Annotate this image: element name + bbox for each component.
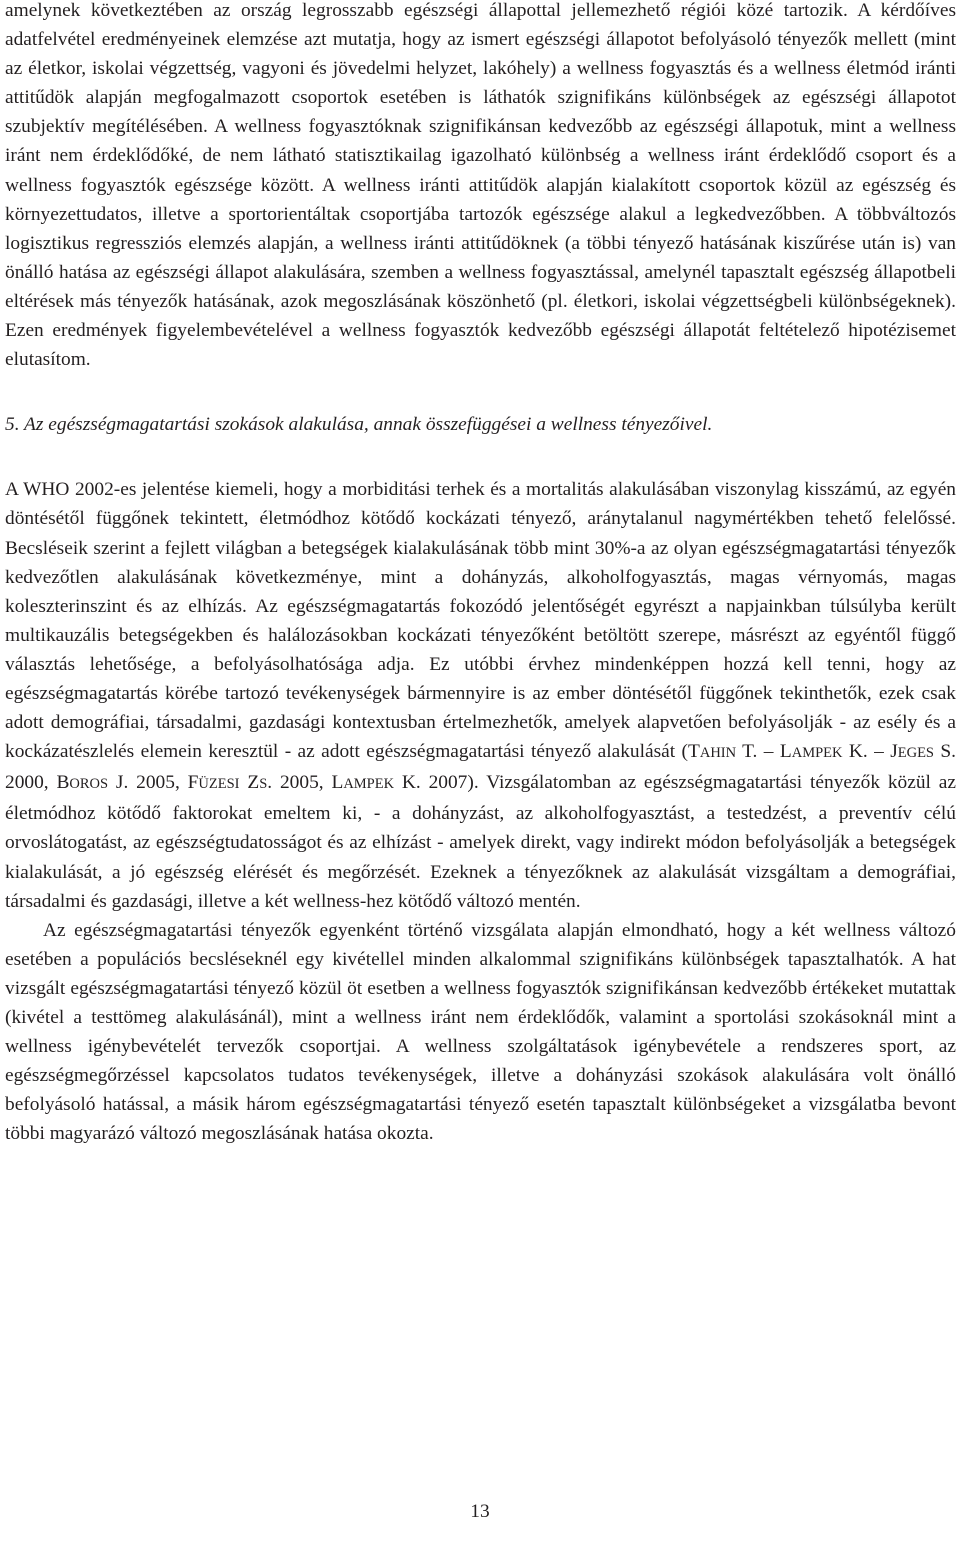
citation-tail: T. – (736, 741, 780, 763)
citation-small-caps: AHIN (699, 745, 737, 762)
paragraph-2-text-before-citations: A WHO 2002-es jelentése kiemeli, hogy a morbiditási terhek és a mortalitás alakulásában viszonylag kisszámú, az egyén döntésétől függőnek tekintett, életmódhoz kötődő kockázati tényező, aránytalanul nagymértékben tehető felelőssé. Becsléseik szerint a fejlett világban a betegségek kialakulásának több mint 30%-a az olyan egészségmagatartási tényezők kedvezőtlen alakulásának következménye, mint a dohányzás, alkoholfogyasztás, magas vérnyomás, magas koleszterinszint és az elhízás. Az egészségmagatartás fokozódó jelentőségét egyrészt a napjainkban túlsúlyba került multikauzális betegségekben és halálozásokban kockázati tényezőként betöltött szerepe, másrészt az egyéntől függő választás lehetősége, a befolyásolhatósága adja. Ez utóbbi érvhez mindenképpen hozzá kell tenni, hogy az egészségmagatartás körébe tartozó tevékenységek bármennyire is az ember döntésétől függőnek tekinthetők, ezek csak adott demográfiai, társadalmi, gazdasági kontextusban értelmezhetők, amelyek alapvetően befolyásolják - az esély és a kockázatészlelés elemein keresztül - az adott egészségmagatartási tényező alakulását ( (5, 479, 956, 763)
citation-initial: L (331, 772, 344, 794)
author-citation (688, 741, 780, 762)
citation-small-caps: AMPEK (791, 745, 843, 762)
citation-initial: J (890, 741, 898, 763)
citation-small-caps: OROS (69, 776, 109, 793)
citation-tail: J. 2005, (108, 772, 188, 794)
body-paragraph-2 (5, 475, 956, 915)
citation-initial: T (688, 741, 700, 763)
section-heading: 5. Az egészségmagatartási szokások alakulása, annak összefüggései a wellness tényezőivel. (5, 414, 713, 436)
citation-small-caps: S (259, 776, 268, 793)
author-citation (780, 741, 890, 762)
author-citation (331, 772, 486, 793)
author-citation (188, 772, 248, 793)
citation-tail: . 2005, (267, 772, 332, 794)
body-paragraph-1: amelynek következtében az ország legrosszabb egészségi állapottal jellemezhető régiói közé tartozik. A kérdőíves adatfelvétel eredményeinek elemzése azt mutatja, hogy az ismert egészségi állapotot befolyásoló tényezők mellett (mint az életkor, iskolai végzettség, vagyoni és jövedelmi helyzet, lakóhely) a wellness fogyasztás és a wellness életmód iránti attitűdök alapján megfogalmazott csoportok esetében is láthatók szignifikáns különbségek az egészségi állapotot szubjektív megítélésében. A wellness fogyasztóknak szignifikánsan kedvezőbb az egészségi állapotuk, mint a wellness iránt nem érdeklődőké, de nem látható statisztikailag igazolható különbség a wellness iránt érdeklődő csoport és a wellness fogyasztók egészsége között. A wellness iránti attitűdök alapján kialakított csoportok közül az egészség és környezettudatos, illetve a sportorientáltak csoportjába tartozók egészsége alakul a legkedvezőbben. A többváltozós logisztikus regressziós elemzés alapján, a wellness iránti attitűdöknek (a többi tényező hatásának kiszűrése után is) van önálló hatása az egészségi állapot alakulására, szemben a wellness fogyasztással, amelynél tapasztalt egészség állapotbeli eltérések más tényezők hatásának, azok megoszlásának köszönhető (pl. életkori, iskolai végzettségbeli különbségeknek). Ezen eredmények figyelembevételével a wellness fogyasztók kedvezőbb egészségi állapotát feltételező hipotézisemet elutasítom. (5, 0, 956, 371)
body-paragraph-3: Az egészségmagatartási tényezők egyenként történő vizsgálata alapján elmondható, hogy a két wellness változó esetében a populációs becsléseknél egy kivétellel minden alkalommal szignifikáns különbségek tapasztalhatók. A hat vizsgált egészségmagatartási tényező közül öt esetben a wellness fogyasztók szignifikánsan kedvezőbb értékeket mutattak (kivétel a testtömeg alakulásánál), mint a wellness iránt nem érdeklődők, valamint a sportolási szokásoknál mint a wellness igénybevételét tervezők csoportjai. A wellness szolgáltatások igénybevétele a rendszeres sport, az egészségmegőrzéssel kapcsolatos tudatos tevékenységek, illetve a dohányzási szokások alakulására volt önálló befolyásoló hatással, a másik három egészségmagatartási tényező esetén tapasztalt különbségeket a vizsgálatba bevont többi magyarázó változó megoszlásának hatása okozta. (5, 919, 956, 1145)
citation-initial: Z (247, 772, 260, 794)
citation-tail: S. 2000, (5, 741, 956, 794)
citation-initial: F (187, 772, 199, 794)
citation-small-caps: ÜZESI (198, 776, 240, 793)
author-citation (247, 772, 331, 793)
author-citation (56, 772, 187, 793)
citation-initial: B (56, 772, 70, 794)
citation-initial: L (779, 741, 792, 763)
citation-small-caps: AMPEK (343, 776, 395, 793)
document-page (5, 0, 956, 1148)
citation-tail: K. – (842, 741, 891, 763)
page-number: 13 (470, 1501, 490, 1522)
citation-tail: K. 2007). (394, 772, 487, 794)
paragraph-2-text-after-citations: Vizsgálatomban az egészségmagatartási tényezők közül az életmódhoz kötődő faktorokat emeltem ki, - a dohányzást, az alkoholfogyasztást, a testedzést, a preventív célú orvoslátogatást, az egészségtudatosságot és az elhízást - amelyek direkt, vagy indirekt módon befolyásolják a betegségek kialakulását, a jó egészség elérését és megőrzését. Ezeknek a tényezőknek az alakulását vizsgáltam a demográfiai, társadalmi és gazdasági, illetve a két wellness-hez kötődő változó mentén. (5, 772, 956, 912)
citation-small-caps: EGES (897, 745, 934, 762)
